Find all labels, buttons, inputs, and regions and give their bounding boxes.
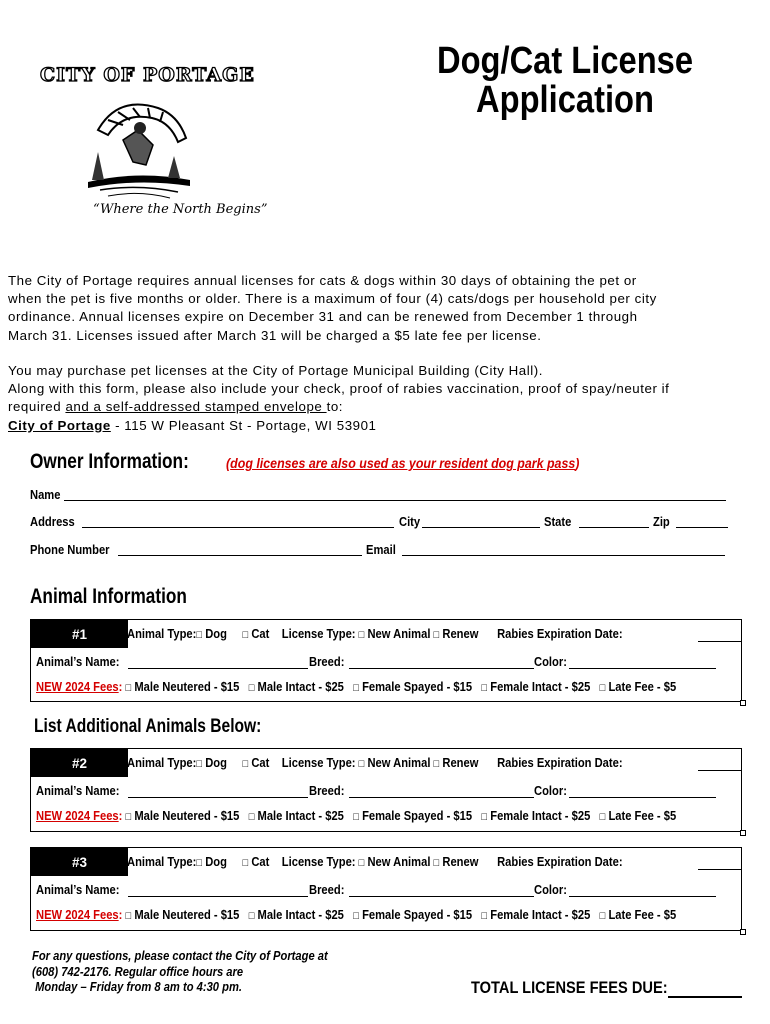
dog-checkbox[interactable]: □ (196, 758, 203, 770)
color-label: Color: (534, 783, 567, 798)
late-fee-checkbox[interactable]: □ (599, 910, 606, 922)
intro-paragraph (8, 272, 763, 345)
dog-checkbox[interactable]: □ (196, 629, 203, 641)
animal-type-row: Animal Type:□ Dog □ Cat License Type: □ New Animal □ Renew Rabies Expiration Date: (127, 755, 623, 770)
address-field[interactable] (82, 527, 394, 528)
address-label: Address (30, 514, 75, 529)
zip-field[interactable] (676, 527, 728, 528)
renew-checkbox[interactable]: □ (433, 857, 440, 869)
breed-field[interactable] (349, 668, 534, 669)
late-fee-checkbox[interactable]: □ (599, 682, 606, 694)
state-label: State (544, 514, 572, 529)
title-line-1: Dog/Cat License (436, 40, 694, 82)
purchase-line (8, 398, 763, 416)
color-field[interactable] (569, 668, 716, 669)
female-intact-checkbox[interactable]: □ (481, 811, 488, 823)
rabies-date-field[interactable] (698, 869, 742, 870)
box-corner-marker (740, 929, 746, 935)
animal-block-3 (30, 847, 742, 931)
animal-number: #3 (31, 848, 128, 876)
color-field[interactable] (569, 896, 716, 897)
breed-label: Breed: (309, 882, 345, 897)
address-street: - 115 W Pleasant St - Portage, WI 53901 (110, 417, 377, 433)
male-neutered-checkbox[interactable]: □ (125, 910, 132, 922)
city-field[interactable] (422, 527, 540, 528)
purchase-line: You may purchase pet licenses at the City of Portage Municipal Building (City Hall). (8, 363, 543, 378)
total-fees-due (471, 978, 672, 998)
male-neutered-checkbox[interactable]: □ (125, 811, 132, 823)
logo-tagline: “Where the North Begins” (93, 202, 268, 217)
zip-label: Zip (653, 514, 670, 529)
breed-field[interactable] (349, 896, 534, 897)
box-corner-marker (740, 830, 746, 836)
name-label: Name (30, 487, 61, 502)
phone-field[interactable] (118, 555, 362, 556)
title-line-2: Application (476, 79, 654, 121)
intro-line: when the pet is five months or older. There is a maximum of four (4) cats/dogs per household per city (8, 291, 657, 307)
animal-number: #2 (31, 749, 128, 777)
logo-title: CITY OF PORTAGE (40, 64, 255, 86)
animal-block-2 (30, 748, 742, 832)
animal-name-label: Animal’s Name: (36, 882, 120, 897)
animal-type-row: Animal Type:□ Dog □ Cat License Type: □ New Animal □ Renew Rabies Expiration Date: (127, 626, 623, 641)
mailing-address (8, 417, 763, 435)
new-animal-checkbox[interactable]: □ (358, 629, 365, 641)
animal-name-label: Animal’s Name: (36, 654, 120, 669)
purchase-line: Along with this form, please also include your check, proof of rabies vaccination, proof of spay/neuter if (8, 381, 670, 397)
color-label: Color: (534, 654, 567, 669)
owner-heading: Owner Information: (30, 450, 189, 473)
purchase-text: required (8, 399, 66, 415)
color-field[interactable] (569, 797, 716, 798)
dog-park-note: (dog licenses are also used as your resident dog park pass) (226, 456, 580, 471)
animal-name-field[interactable] (128, 668, 308, 669)
color-label: Color: (534, 882, 567, 897)
animal-name-field[interactable] (128, 896, 308, 897)
female-spayed-checkbox[interactable]: □ (353, 682, 359, 694)
rabies-date-field[interactable] (698, 770, 742, 771)
page-title (423, 42, 707, 120)
fees-row: NEW 2024 Fees: □ Male Neutered - $15 □ Male Intact - $25 □ Female Spayed - $15 □ Female Intact - $25 □ Late Fee - $5 (36, 679, 677, 694)
male-neutered-checkbox[interactable]: □ (125, 682, 132, 694)
breed-label: Breed: (309, 783, 345, 798)
rabies-date-field[interactable] (698, 641, 742, 642)
fees-label: NEW 2024 Fees (36, 808, 119, 823)
dog-checkbox[interactable]: □ (196, 857, 203, 869)
additional-animals-heading: List Additional Animals Below: (34, 716, 262, 737)
city-logo (38, 62, 268, 227)
contact-line: For any questions, please contact the City of Portage at (32, 948, 328, 963)
breed-field[interactable] (349, 797, 534, 798)
late-fee-checkbox[interactable]: □ (599, 811, 606, 823)
male-intact-checkbox[interactable]: □ (248, 811, 255, 823)
animal-info-heading: Animal Information (30, 585, 187, 608)
city-label: City (399, 514, 421, 529)
phone-label: Phone Number (30, 542, 110, 557)
fees-label: NEW 2024 Fees (36, 679, 119, 694)
animal-block-1 (30, 619, 742, 702)
total-label: TOTAL LICENSE FEES DUE: (471, 978, 672, 997)
paddler-emblem-icon (78, 90, 198, 205)
female-intact-checkbox[interactable]: □ (481, 910, 488, 922)
female-spayed-checkbox[interactable]: □ (353, 811, 359, 823)
cat-checkbox[interactable]: □ (242, 857, 249, 869)
animal-type-row: Animal Type:□ Dog □ Cat License Type: □ New Animal □ Renew Rabies Expiration Date: (127, 854, 623, 869)
renew-checkbox[interactable]: □ (433, 758, 440, 770)
email-label: Email (366, 542, 396, 557)
name-field[interactable] (64, 500, 726, 501)
cat-checkbox[interactable]: □ (242, 629, 249, 641)
purchase-text: to: (326, 399, 344, 415)
animal-number: #1 (31, 620, 128, 648)
animal-name-label: Animal’s Name: (36, 783, 120, 798)
box-corner-marker (740, 700, 746, 706)
purchase-paragraph (8, 362, 763, 435)
breed-label: Breed: (309, 654, 345, 669)
intro-line: The City of Portage requires annual licenses for cats & dogs within 30 days of obtaining the pet or (8, 273, 637, 288)
total-fees-field[interactable] (668, 996, 742, 998)
new-animal-checkbox[interactable]: □ (358, 857, 365, 869)
contact-line: (608) 742-2176. Regular office hours are (32, 963, 244, 979)
male-intact-checkbox[interactable]: □ (248, 910, 255, 922)
animal-name-field[interactable] (128, 797, 308, 798)
email-field[interactable] (402, 555, 725, 556)
contact-line: Monday – Friday from 8 am to 4:30 pm. (32, 979, 242, 994)
female-intact-checkbox[interactable]: □ (481, 682, 488, 694)
male-intact-checkbox[interactable]: □ (248, 682, 255, 694)
renew-checkbox[interactable]: □ (433, 629, 440, 641)
fees-row: NEW 2024 Fees: □ Male Neutered - $15 □ Male Intact - $25 □ Female Spayed - $15 □ Female Intact - $25 □ Late Fee - $5 (36, 907, 677, 922)
fees-row: NEW 2024 Fees: □ Male Neutered - $15 □ Male Intact - $25 □ Female Spayed - $15 □ Female Intact - $25 □ Late Fee - $5 (36, 808, 677, 823)
intro-line: ordinance. Annual licenses expire on December 31 and can be renewed from December 1 through (8, 309, 638, 325)
female-spayed-checkbox[interactable]: □ (353, 910, 359, 922)
intro-line: March 31. Licenses issued after March 31 will be charged a $5 late fee per license. (8, 327, 542, 343)
address-recipient: City of Portage (8, 417, 111, 433)
cat-checkbox[interactable]: □ (242, 758, 249, 770)
envelope-requirement: and a self-addressed stamped envelope (65, 399, 327, 415)
state-field[interactable] (579, 527, 649, 528)
new-animal-checkbox[interactable]: □ (358, 758, 365, 770)
contact-info (32, 948, 328, 995)
fees-label: NEW 2024 Fees (36, 907, 119, 922)
